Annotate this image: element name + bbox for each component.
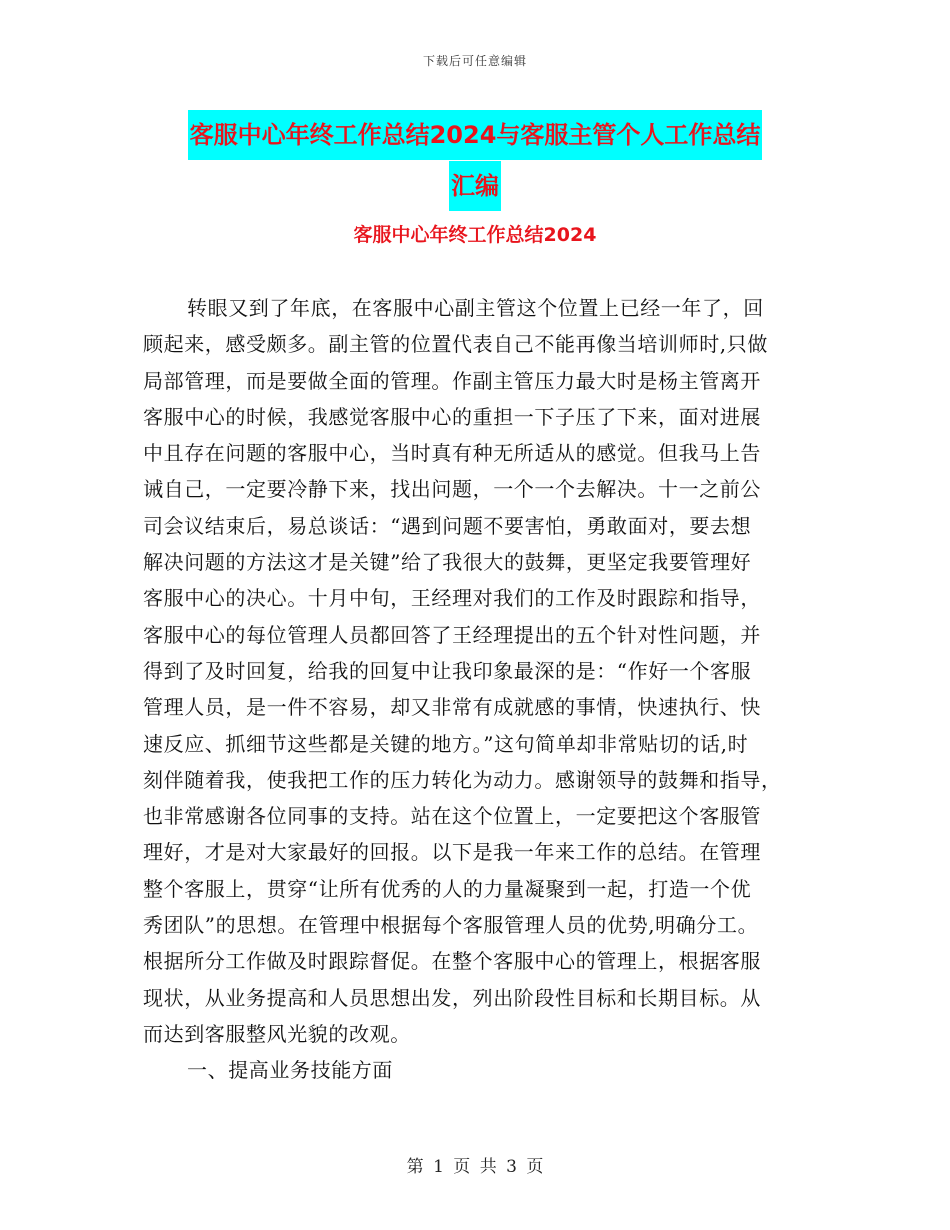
paragraph-line: 解决问题的方法这才是关键”给了我很大的鼓舞，更坚定我要管理好 <box>143 550 752 575</box>
document-title-line-1: 客服中心年终工作总结2024与客服主管个人工作总结 <box>188 110 763 160</box>
document-title-line-2: 汇编 <box>449 161 501 211</box>
paragraph-line: 而达到客服整风光貌的改观。 <box>143 1021 411 1046</box>
paragraph-line: 根据所分工作做及时跟踪督促。在整个客服中心的管理上，根据客服 <box>143 949 761 974</box>
body-text <box>143 290 803 1089</box>
page-footer: 第 1 页 共 3 页 <box>406 1157 544 1177</box>
paragraph-line: 理好，才是对大家最好的回报。以下是我一年来工作的总结。在管理 <box>143 840 761 865</box>
page-header: 下载后可任意编辑 <box>422 54 527 68</box>
paragraph-line: 现状，从业务提高和人员思想出发，列出阶段性目标和长期目标。从 <box>143 985 761 1010</box>
paragraph-line: 顾起来，感受颇多。副主管的位置代表自己不能再像当培训师时,只做 <box>143 332 768 357</box>
paragraph-line: 司会议结束后，易总谈话：“遇到问题不要害怕，勇敢面对，要去想 <box>143 513 752 538</box>
paragraph-line: 整个客服上，贯穿“让所有优秀的人的力量凝聚到一起，打造一个优 <box>143 876 752 901</box>
paragraph-line: 转眼又到了年底，在客服中心副主管这个位置上已经一年了，回 <box>187 296 764 320</box>
paragraph-line: 也非常感谢各位同事的支持。站在这个位置上，一定要把这个客服管 <box>143 804 761 829</box>
paragraph-line: 客服中心的时候，我感觉客服中心的重担一下子压了下来，面对进展 <box>143 404 761 429</box>
paragraph-line: 中且存在问题的客服中心，当时真有种无所适从的感觉。但我马上告 <box>143 441 761 466</box>
paragraph-line: 管理人员，是一件不容易，却又非常有成就感的事情，快速执行、快 <box>143 695 761 720</box>
subsection-heading: 一、提高业务技能方面 <box>187 1058 393 1083</box>
paragraph-line: 局部管理，而是要做全面的管理。作副主管压力最大时是杨主管离开 <box>143 368 761 393</box>
document-title <box>0 110 950 212</box>
paragraph-line: 刻伴随着我，使我把工作的压力转化为动力。感谢领导的鼓舞和指导， <box>143 767 782 792</box>
paragraph-line: 诫自己，一定要冷静下来，找出问题，一个一个去解决。十一之前公 <box>143 477 761 502</box>
paragraph-line: 秀团队”的思想。在管理中根据每个客服管理人员的优势,明确分工。 <box>143 913 759 938</box>
section-title: 客服中心年终工作总结2024 <box>353 224 597 246</box>
paragraph-line: 客服中心的决心。十月中旬，王经理对我们的工作及时跟踪和指导， <box>143 586 761 611</box>
paragraph-line: 速反应、抓细节这些都是关键的地方。”这句简单却非常贴切的话,时 <box>143 731 749 756</box>
paragraph-line: 客服中心的每位管理人员都回答了王经理提出的五个针对性问题，并 <box>143 622 761 647</box>
paragraph-line: 得到了及时回复，给我的回复中让我印象最深的是：“作好一个客服 <box>143 658 752 683</box>
